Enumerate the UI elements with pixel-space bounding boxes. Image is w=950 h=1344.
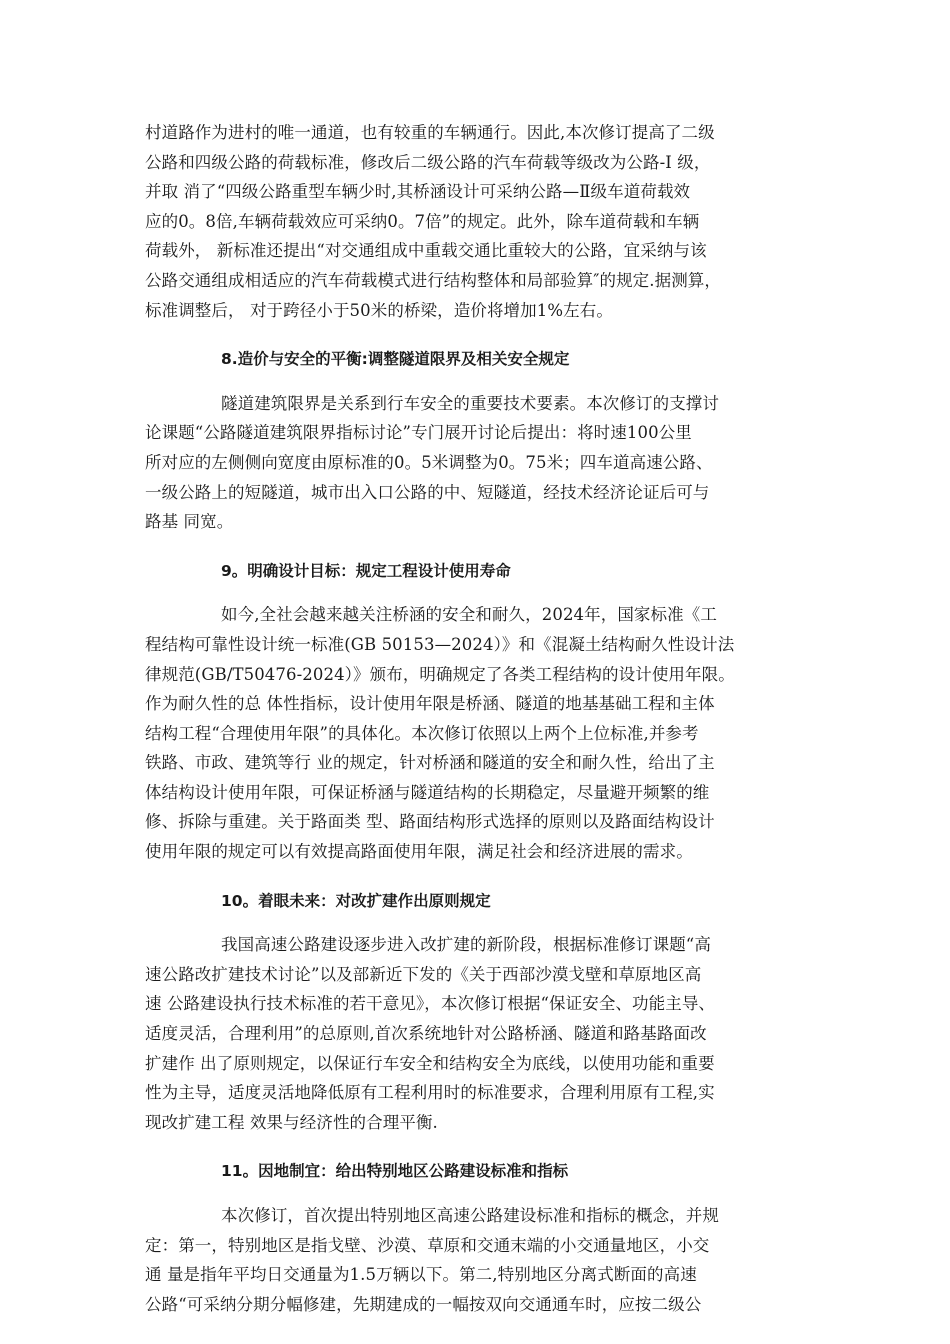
text-line: 现改扩建工程 效果与经济性的合理平衡.	[145, 1112, 438, 1132]
text-line: 通 量是指年平均日交通量为1.5万辆以下。第二,特别地区分离式断面的高速	[145, 1265, 697, 1285]
text-line: 定：第一，特别地区是指戈壁、沙漠、草原和交通末端的小交通量地区，小交	[145, 1235, 710, 1255]
text-line: 荷载外， 新标准还提出“对交通组成中重载交通比重较大的公路，宜采纳与该	[145, 241, 707, 261]
text-line: 体结构设计使用年限，可保证桥涵与隧道结构的长期稳定，尽量避开频繁的维	[145, 782, 710, 802]
section-heading-10: 10。着眼未来：对改扩建作出原则规定	[221, 891, 491, 910]
text-line: 程结构可靠性设计统一标准(GB 50153—2024）》和《混凝土结构耐久性设计法	[145, 634, 735, 654]
text-line: 扩建作 出了原则规定，以保证行车安全和结构安全为底线，以使用功能和重要	[145, 1053, 715, 1073]
text-line: 一级公路上的短隧道，城市出入口公路的中、短隧道，经技术经济论证后可与	[145, 482, 710, 502]
text-line: 公路“可采纳分期分幅修建，先期建成的一幅按双向交通通车时，应按二级公	[145, 1294, 702, 1314]
section-heading-8: 8.造价与安全的平衡:调整隧道限界及相关安全规定	[221, 350, 570, 369]
text-line: 论课题“公路隧道建筑限界指标讨论”专门展开讨论后提出：将时速100公里	[145, 423, 692, 443]
text-line: 应的0。8倍,车辆荷载效应可采纳0。7倍”的规定。此外，除车道荷载和车辆	[145, 211, 700, 231]
paragraph-load-standard	[145, 118, 810, 325]
text-line: 律规范(GB/T50476-2024）》颁布，明确规定了各类工程结构的设计使用年限。	[145, 664, 735, 684]
text-line: 路基 同宽。	[145, 512, 234, 532]
text-line: 使用年限的规定可以有效提高路面使用年限，满足社会和经济进展的需求。	[145, 842, 693, 862]
text-line: 隧道建筑限界是关系到行车安全的重要技术要素。本次修订的支撑讨	[221, 393, 719, 413]
section-heading-9: 9。明确设计目标：规定工程设计使用寿命	[221, 561, 511, 580]
section-heading-11: 11。因地制宜：给出特别地区公路建设标准和指标	[221, 1162, 569, 1181]
text-line: 性为主导，适度灵活地降低原有工程利用时的标准要求，合理利用原有工程,实	[145, 1083, 715, 1103]
text-line: 结构工程“合理使用年限”的具体化。本次修订依照以上两个上位标准,并参考	[145, 723, 699, 743]
text-line: 公路和四级公路的荷载标准，修改后二级公路的汽车荷载等级改为公路-Ⅰ 级，	[145, 152, 711, 172]
paragraph-special-regions	[145, 1201, 810, 1319]
paragraph-reconstruction	[145, 930, 810, 1137]
text-line: 如今,全社会越来越关注桥涵的安全和耐久，2024年，国家标准《工	[221, 605, 717, 625]
text-line: 所对应的左侧侧向宽度由原标准的0。5米调整为0。75米；四车道高速公路、	[145, 452, 713, 472]
text-line: 速 公路建设执行技术标准的若干意见》，本次修订根据“保证安全、功能主导、	[145, 994, 716, 1014]
text-line: 我国高速公路建设逐步进入改扩建的新阶段，根据标准修订课题“高	[221, 935, 711, 955]
text-line: 并取 消了“四级公路重型车辆少时,其桥涵设计可采纳公路—Ⅱ级车道荷载效	[145, 182, 691, 202]
text-line: 公路交通组成相适应的汽车荷载模式进行结构整体和局部验算″的规定.据测算，	[145, 270, 722, 290]
paragraph-design-life	[145, 600, 810, 866]
document-page	[145, 118, 810, 1319]
paragraph-tunnel-clearance	[145, 389, 810, 537]
text-line: 铁路、市政、建筑等行 业的规定，针对桥涵和隧道的安全和耐久性，给出了主	[145, 753, 715, 773]
text-line: 修、拆除与重建。关于路面类 型、路面结构形式选择的原则以及路面结构设计	[145, 812, 715, 832]
text-line: 村道路作为进村的唯一通道，也有较重的车辆通行。因此,本次修订提高了二级	[145, 123, 715, 142]
text-line: 作为耐久性的总 体性指标，设计使用年限是桥涵、隧道的地基基础工程和主体	[145, 694, 715, 714]
text-line: 本次修订，首次提出特别地区高速公路建设标准和指标的概念，并规	[221, 1206, 719, 1225]
text-line: 标准调整后， 对于跨径小于50米的桥梁，造价将增加1%左右。	[145, 300, 613, 320]
text-line: 速公路改扩建技术讨论”以及部新近下发的《关于西部沙漠戈壁和草原地区高	[145, 964, 702, 984]
text-line: 适度灵活，合理利用”的总原则,首次系统地针对公路桥涵、隧道和路基路面改	[145, 1024, 707, 1044]
